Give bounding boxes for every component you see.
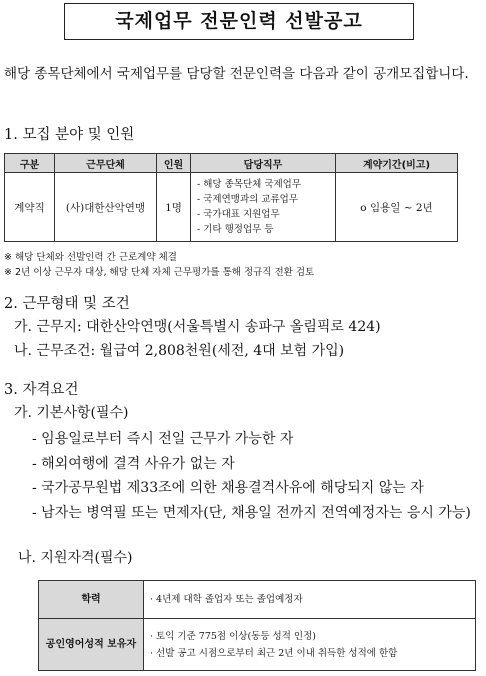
intro-paragraph: 해당 종목단체에서 국제업무를 담당할 전문인력을 다음과 같이 공개모집합니다.: [4, 66, 469, 82]
basic-requirements-heading: 가. 기본사항(필수): [14, 405, 129, 421]
qualification-item: · 선발 공고 시점으로부터 최근 2년 이내 취득한 성적에 한함: [150, 647, 398, 659]
qualification-item: · 토익 기준 775점 이상(동등 성적 인정): [150, 630, 316, 642]
qualification-value-education: [144, 581, 476, 619]
requirement-item: - 임용일로부터 즉시 전일 근무가 가능한 자: [32, 431, 294, 447]
duty-item: - 국가대표 지원업무: [197, 209, 280, 220]
section1-heading: 1. 모집 분야 및 인원: [4, 127, 135, 143]
table-row: [5, 173, 458, 242]
recruitment-table: [4, 153, 458, 242]
requirement-item: - 국가공무원법 제33조에 의한 채용결격사유에 해당되지 않는 자: [32, 480, 424, 496]
header-period: 계약기간(비고): [336, 154, 458, 173]
table-row: [39, 581, 476, 619]
duty-item: - 해당 종목단체 국제업무: [197, 179, 302, 190]
note-conversion: ※ 2년 이상 근무자 대상, 해당 단체 자체 근무평가를 통해 정규직 전환 검토: [4, 267, 315, 278]
page-title: 국제업무 전문인력 선발공고: [64, 3, 414, 40]
requirement-item: - 해외여행에 결격 사유가 없는 자: [32, 456, 235, 472]
requirement-item: - 남자는 병역필 또는 면제자(단, 채용일 전까지 전역예정자는 응시 가능): [32, 505, 471, 521]
qualification-heading: 나. 지원자격(필수): [18, 550, 133, 566]
qualification-label-education: 학력: [39, 581, 144, 619]
cell-count: 1명: [157, 173, 191, 242]
qualification-table: [38, 580, 476, 671]
cell-period: o 임용일 ~ 2년: [336, 173, 458, 242]
cell-org: (사)대한산악연맹: [55, 173, 157, 242]
qualification-value-english: [144, 619, 476, 671]
cell-duties: [191, 173, 336, 242]
header-count: 인원: [157, 154, 191, 173]
duty-item: - 기타 행정업무 등: [197, 224, 274, 235]
header-type: 구분: [5, 154, 55, 173]
table-row: [39, 619, 476, 671]
work-location: 가. 근무지: 대한산악연맹(서울특별시 송파구 올림픽로 424): [14, 319, 381, 335]
qualification-label-english: 공인영어성적 보유자: [39, 619, 144, 671]
header-duties: 담당직무: [191, 154, 336, 173]
duty-item: - 국제연맹과의 교류업무: [197, 194, 299, 205]
note-contract: ※ 해당 단체와 선발인력 간 근로계약 체결: [4, 252, 177, 263]
section3-heading: 3. 자격요건: [4, 382, 79, 398]
header-org: 근무단체: [55, 154, 157, 173]
work-conditions: 나. 근무조건: 월급여 2,808천원(세전, 4대 보험 가입): [14, 343, 345, 359]
cell-type: 계약직: [5, 173, 55, 242]
section2-heading: 2. 근무형태 및 조건: [4, 296, 130, 312]
recruitment-table-header: [5, 154, 458, 173]
qualification-item: · 4년제 대학 졸업자 또는 졸업예정자: [150, 594, 303, 605]
